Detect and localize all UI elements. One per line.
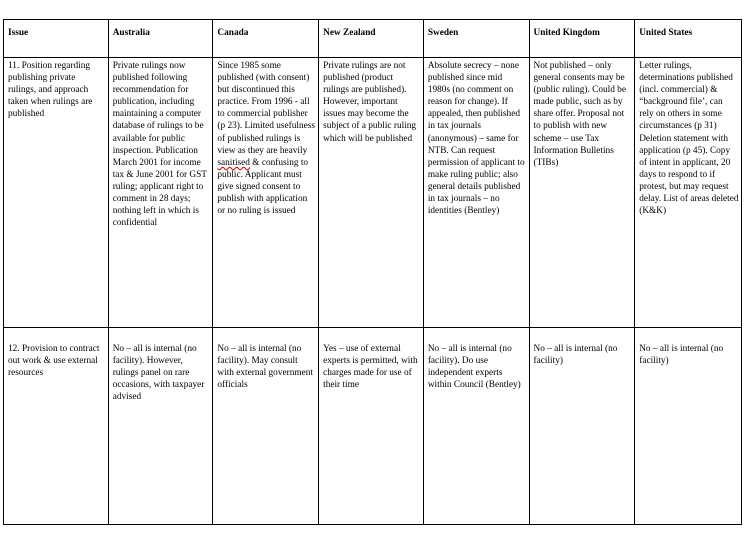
header-united-states: United States (635, 20, 742, 58)
spelling-flag: sanitised (217, 157, 250, 168)
cell-issue: 11. Position regarding publishing private rulings, and approach taken when rulings are published (4, 58, 109, 328)
header-united-kingdom: United Kingdom (529, 20, 635, 58)
comparison-table (3, 19, 742, 525)
cell-united-states: No – all is internal (no facility) (635, 328, 742, 525)
header-australia: Australia (108, 20, 213, 58)
cell-new-zealand: Private rulings are not published (product rulings are published). However, important issues may become the subject of a public ruling which will be published (319, 58, 424, 328)
header-sweden: Sweden (423, 20, 529, 58)
cell-canada (213, 58, 319, 328)
cell-australia: No – all is internal (no facility). However, rulings panel on rare occasions, with taxpayer advised (108, 328, 213, 525)
cell-canada: No – all is internal (no facility). May consult with external government officials (213, 328, 319, 525)
table-row (4, 58, 742, 328)
cell-issue: 12. Provision to contract out work & use external resources (4, 328, 109, 525)
cell-united-states: Letter rulings, determinations published (incl. commercial) & “background file’, can rely on others in some circumstances (p 31) Deletion statement with application (p 45). Copy of intent in applicant, 20 days to respond to if protest, but may request delay. List of areas deleted (K&K) (635, 58, 742, 328)
cell-australia: Private rulings now published following recommendation for publication, including maintaining a computer database of rulings to be available for public inspection. Publication March 2001 for income tax & June 2001 for GST ruling; applicant right to comment in 28 days; nothing left in which is confidential (108, 58, 213, 328)
header-new-zealand: New Zealand (319, 20, 424, 58)
header-canada: Canada (213, 20, 319, 58)
cell-text: Since 1985 some published (with consent) but discontinued this practice. From 1996 - all to commercial publisher (p 23). Limited usefulness of published rulings is view as they are heavily (217, 61, 316, 156)
cell-text: & confusing to public. Applicant must give signed consent to publish with application or no ruling is issued (217, 157, 309, 217)
cell-united-kingdom: No – all is internal (no facility) (529, 328, 635, 525)
header-row (4, 20, 742, 58)
cell-new-zealand: Yes – use of external experts is permitted, with charges made for use of their time (319, 328, 424, 525)
cell-united-kingdom: Not published – only general consents may be (public ruling). Could be made public, such as by share offer. Proposal not to publish with new scheme – use Tax Information Bulletins (TIBs) (529, 58, 635, 328)
header-issue: Issue (4, 20, 109, 58)
cell-sweden: No – all is internal (no facility). Do use independent experts within Council (Bentley) (423, 328, 529, 525)
table-row (4, 328, 742, 525)
cell-sweden: Absolute secrecy – none published since mid 1980s (no comment on reason for change). If appealed, then published in tax journals (anonymous) – same for NTB. Can request permission of applicant to make ruling public; also general details published in tax journals – no identities (Bentley) (423, 58, 529, 328)
